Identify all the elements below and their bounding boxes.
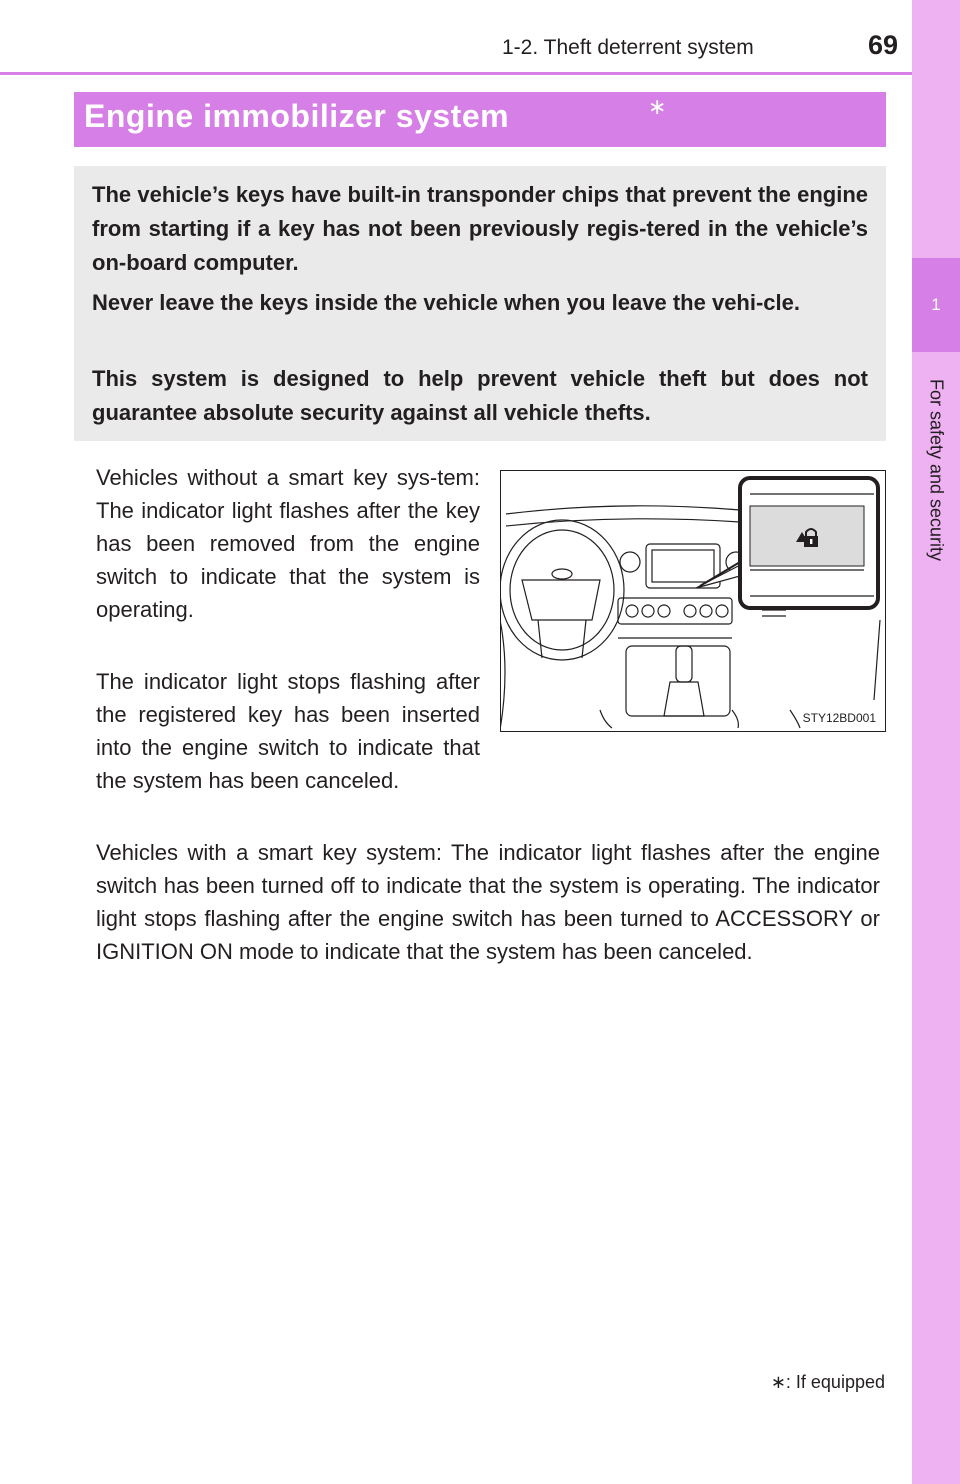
- dashboard-illustration: [500, 470, 886, 732]
- intro-paragraph: The vehicle’s keys have built-in transponder chips that prevent the engine from starting if a key has not been previously regis-tered in the vehicle’s on-board computer.: [92, 182, 868, 275]
- page-number: 69: [867, 30, 898, 60]
- page-title: Engine immobilizer system: [84, 98, 510, 134]
- illustration-code: STY12BD001: [802, 711, 876, 725]
- body-paragraph-3: Vehicles with a smart key system: The indicator light flashes after the engine switch has been turned off to indicate that the system is operating. The indicator light stops flashing after the engine switch has been turned to ACCESSORY or IGNITION ON mode to indicate that the system has been canceled.: [96, 840, 880, 964]
- intro-paragraph: This system is designed to help prevent vehicle theft but does not guarantee absolute security against all vehicle thefts.: [92, 366, 868, 425]
- body-paragraph-1: Vehicles without a smart key sys-tem: The indicator light flashes after the key has been removed from the engine switch to indicate that the system is operating.: [96, 465, 480, 622]
- footnote-text: : If equipped: [785, 1372, 885, 1392]
- footnote: [771, 1372, 885, 1393]
- header-rule: [0, 72, 912, 75]
- chapter-label: For safety and security: [926, 378, 947, 562]
- footnote-marker: ∗: [770, 1372, 786, 1392]
- side-tab-strip: [912, 0, 960, 1484]
- chapter-number: 1: [912, 258, 960, 352]
- intro-paragraph: Never leave the keys inside the vehicle when you leave the vehi-cle.: [92, 290, 800, 315]
- body-paragraph-2: The indicator light stops flashing after the registered key has been inserted into the engine switch to indicate that the system has been canceled.: [96, 669, 480, 793]
- equipped-marker: ∗: [648, 94, 667, 119]
- intro-box: [74, 166, 886, 441]
- section-title-banner: [74, 92, 886, 147]
- section-heading: 1-2. Theft deterrent system: [502, 36, 754, 59]
